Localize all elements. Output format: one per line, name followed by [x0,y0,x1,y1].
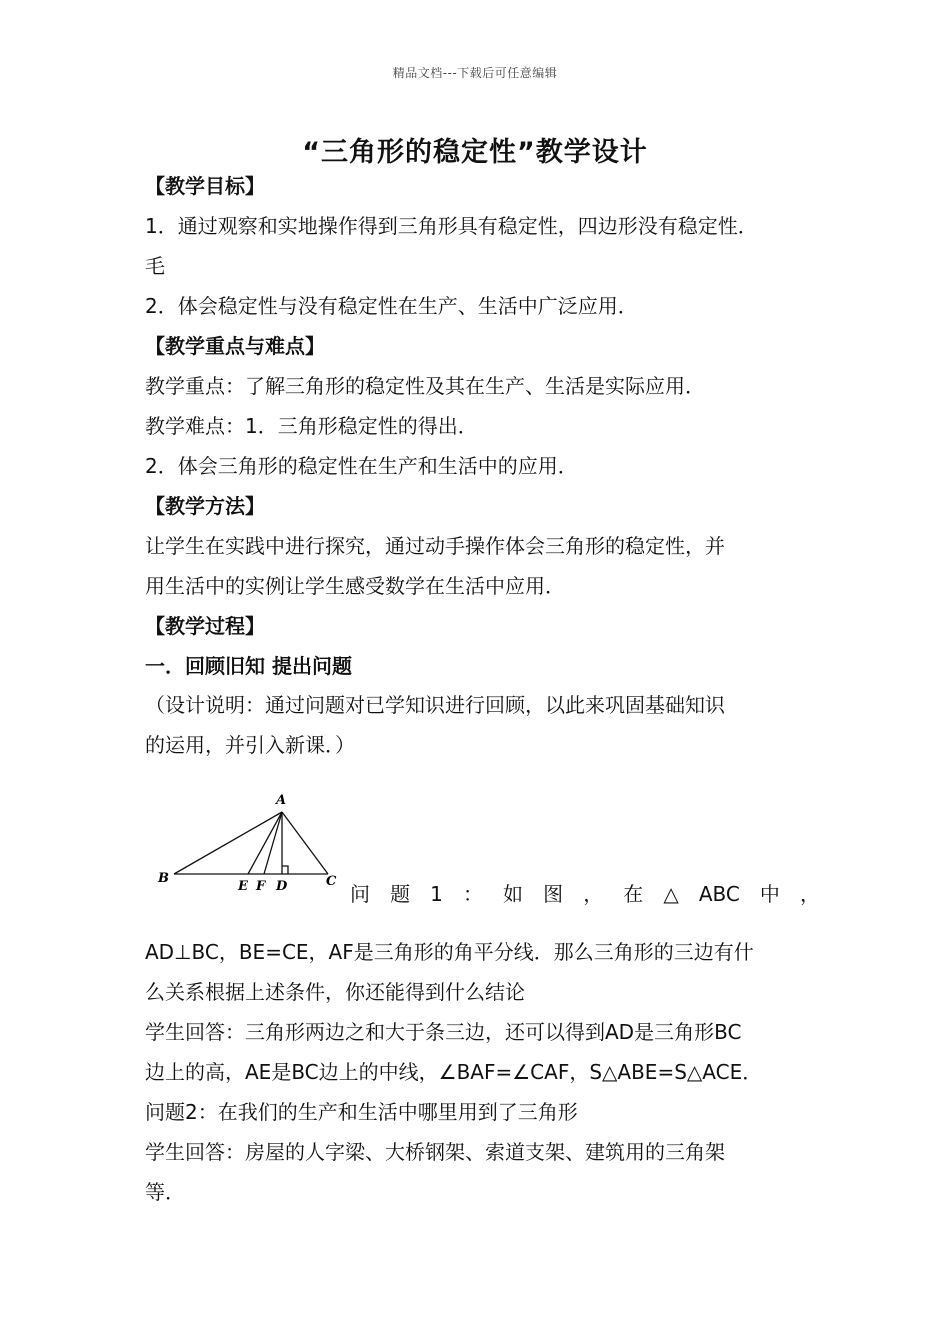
goal-1-continuation: 毛 [145,254,165,278]
goals-heading: 【教学目标】 [145,174,265,198]
q1-token: 问 [350,882,370,906]
segment-ab [174,812,282,874]
difficulty-1: 教学难点：1．三角形稳定性的得出． [145,414,478,438]
label-e: E [238,879,248,894]
design-note-line-1: （设计说明：通过问题对已学知识进行回顾，以此来巩固基础知识 [145,693,725,717]
question-2: 问题2：在我们的生产和生活中哪里用到了三角形 [145,1100,578,1124]
design-note-line-2: 的运用，并引入新课．） [145,733,355,757]
key-point: 教学重点：了解三角形的稳定性及其在生产、生活是实际应用． [145,374,705,398]
label-c: C [326,874,337,889]
q1-token: ABC [698,882,740,906]
part-1-heading: 一．回顾旧知 提出问题 [145,654,352,678]
q1-token: 图 [543,882,564,906]
segment-ac [282,812,328,874]
label-f: F [256,879,266,894]
goal-2: 2．体会稳定性与没有稳定性在生产、生活中广泛应用． [145,294,638,318]
question-1-line-3: 么关系根据上述条件，你还能得到什么结论 [145,980,525,1004]
question-1-line-2: AD⊥BC，BE=CE，AF是三角形的角平分线．那么三角形的三边有什 [145,940,754,964]
q1-token: ， [800,882,820,906]
page-header: 精品文档---下载后可任意编辑 [392,66,558,80]
q1-token: ， [583,882,604,906]
right-angle-mark [282,866,288,874]
q1-token: ： [462,882,483,906]
answer-2-line-2: 等． [145,1180,185,1204]
goal-1: 1．通过观察和实地操作得到三角形具有稳定性，四边形没有稳定性． [145,214,758,238]
triangle-figure [150,786,350,896]
document-title: “三角形的稳定性”教学设计 [302,137,648,168]
key-points-heading: 【教学重点与难点】 [145,334,325,358]
question-1-line-1 [350,879,820,909]
label-d: D [276,879,288,894]
method-line-2: 用生活中的实例让学生感受数学在生活中应用． [145,574,565,598]
answer-1-line-1: 学生回答：三角形两边之和大于条三边，还可以得到AD是三角形BC [145,1020,742,1044]
q1-token: 1 [430,882,443,906]
q1-token: △ [663,882,679,906]
difficulty-2: 2．体会三角形的稳定性在生产和生活中的应用． [145,454,578,478]
q1-token: 题 [390,882,411,906]
process-heading: 【教学过程】 [145,614,265,638]
answer-1-line-2: 边上的高，AE是BC边上的中线，∠BAF=∠CAF，S△ABE=S△ACE． [145,1060,763,1084]
q1-token: 如 [503,882,524,906]
answer-2-line-1: 学生回答：房屋的人字梁、大桥钢架、索道支架、建筑用的三角架 [145,1140,725,1164]
label-a: A [276,793,287,808]
method-heading: 【教学方法】 [145,494,265,518]
method-line-1: 让学生在实践中进行探究，通过动手操作体会三角形的稳定性，并 [145,534,725,558]
q1-token: 中 [759,882,780,906]
q1-token: 在 [623,882,644,906]
label-b: B [158,871,169,886]
